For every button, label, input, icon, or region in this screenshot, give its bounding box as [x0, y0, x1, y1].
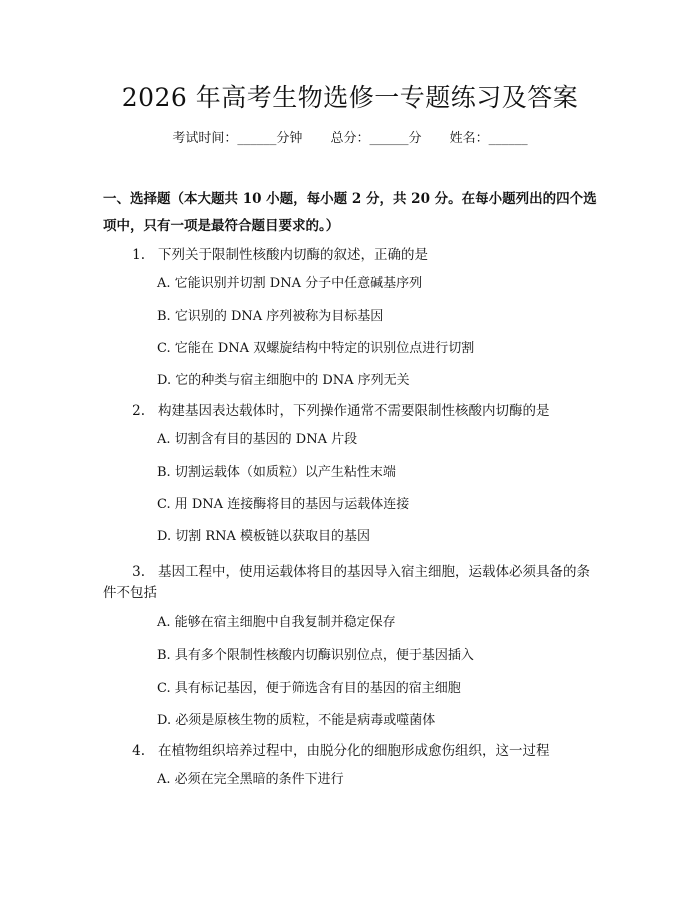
- page-title: 2026 年高考生物选修一专题练习及答案: [121, 83, 579, 112]
- question-stem: 下列关于限制性核酸内切酶的叙述，正确的是: [158, 247, 428, 263]
- option-3b: B. 具有多个限制性核酸内切酶识别位点，便于基因插入: [157, 648, 474, 663]
- question-3-continued: 件不包括: [103, 585, 157, 601]
- student-name: 姓名：______: [449, 131, 528, 146]
- question-number: 3.: [132, 564, 145, 580]
- section-heading: 一、选择题（本大题共 10 小题，每小题 2 分，共 20 分。在每小题列出的四个选项中，只有一项是最符合题目要求的。）: [103, 191, 597, 234]
- exam-meta: [0, 129, 700, 149]
- option-3d: D. 必须是原核生物的质粒，不能是病毒或噬菌体: [157, 713, 436, 728]
- option-3a: A. 能够在宿主细胞中自我复制并稳定保存: [157, 615, 396, 630]
- question-stem: 在植物组织培养过程中，由脱分化的细胞形成愈伤组织，这一过程: [158, 743, 550, 759]
- option-2b: B. 切割运载体（如质粒）以产生粘性末端: [157, 465, 396, 480]
- option-1a: A. 它能识别并切割 DNA 分子中任意碱基序列: [157, 276, 423, 291]
- question-number: 2.: [132, 403, 145, 419]
- option-3c: C. 具有标记基因，便于筛选含有目的基因的宿主细胞: [157, 681, 461, 696]
- option-2d: D. 切割 RNA 模板链以获取目的基因: [157, 529, 371, 544]
- question-2: [103, 398, 598, 424]
- option-1b: B. 它识别的 DNA 序列被称为目标基因: [157, 309, 384, 324]
- question-stem: 基因工程中，使用运载体将目的基因导入宿主细胞，运载体必须具备的条: [158, 564, 590, 580]
- question-stem: 构建基因表达载体时，下列操作通常不需要限制性核酸内切酶的是: [158, 403, 550, 419]
- option-2a: A. 切割含有目的基因的 DNA 片段: [157, 432, 358, 447]
- option-1d: D. 它的种类与宿主细胞中的 DNA 序列无关: [157, 373, 410, 388]
- option-4a: A. 必须在完全黑暗的条件下进行: [157, 772, 344, 787]
- exam-time: 考试时间：______分钟: [172, 131, 303, 146]
- total-score: 总分：______分: [330, 131, 422, 146]
- question-number: 1.: [132, 247, 145, 263]
- question-1: [103, 242, 598, 268]
- option-1c: C. 它能在 DNA 双螺旋结构中特定的识别位点进行切割: [157, 341, 475, 356]
- question-number: 4.: [132, 743, 145, 759]
- question-4: [103, 738, 598, 764]
- option-2c: C. 用 DNA 连接酶将目的基因与运载体连接: [157, 497, 410, 512]
